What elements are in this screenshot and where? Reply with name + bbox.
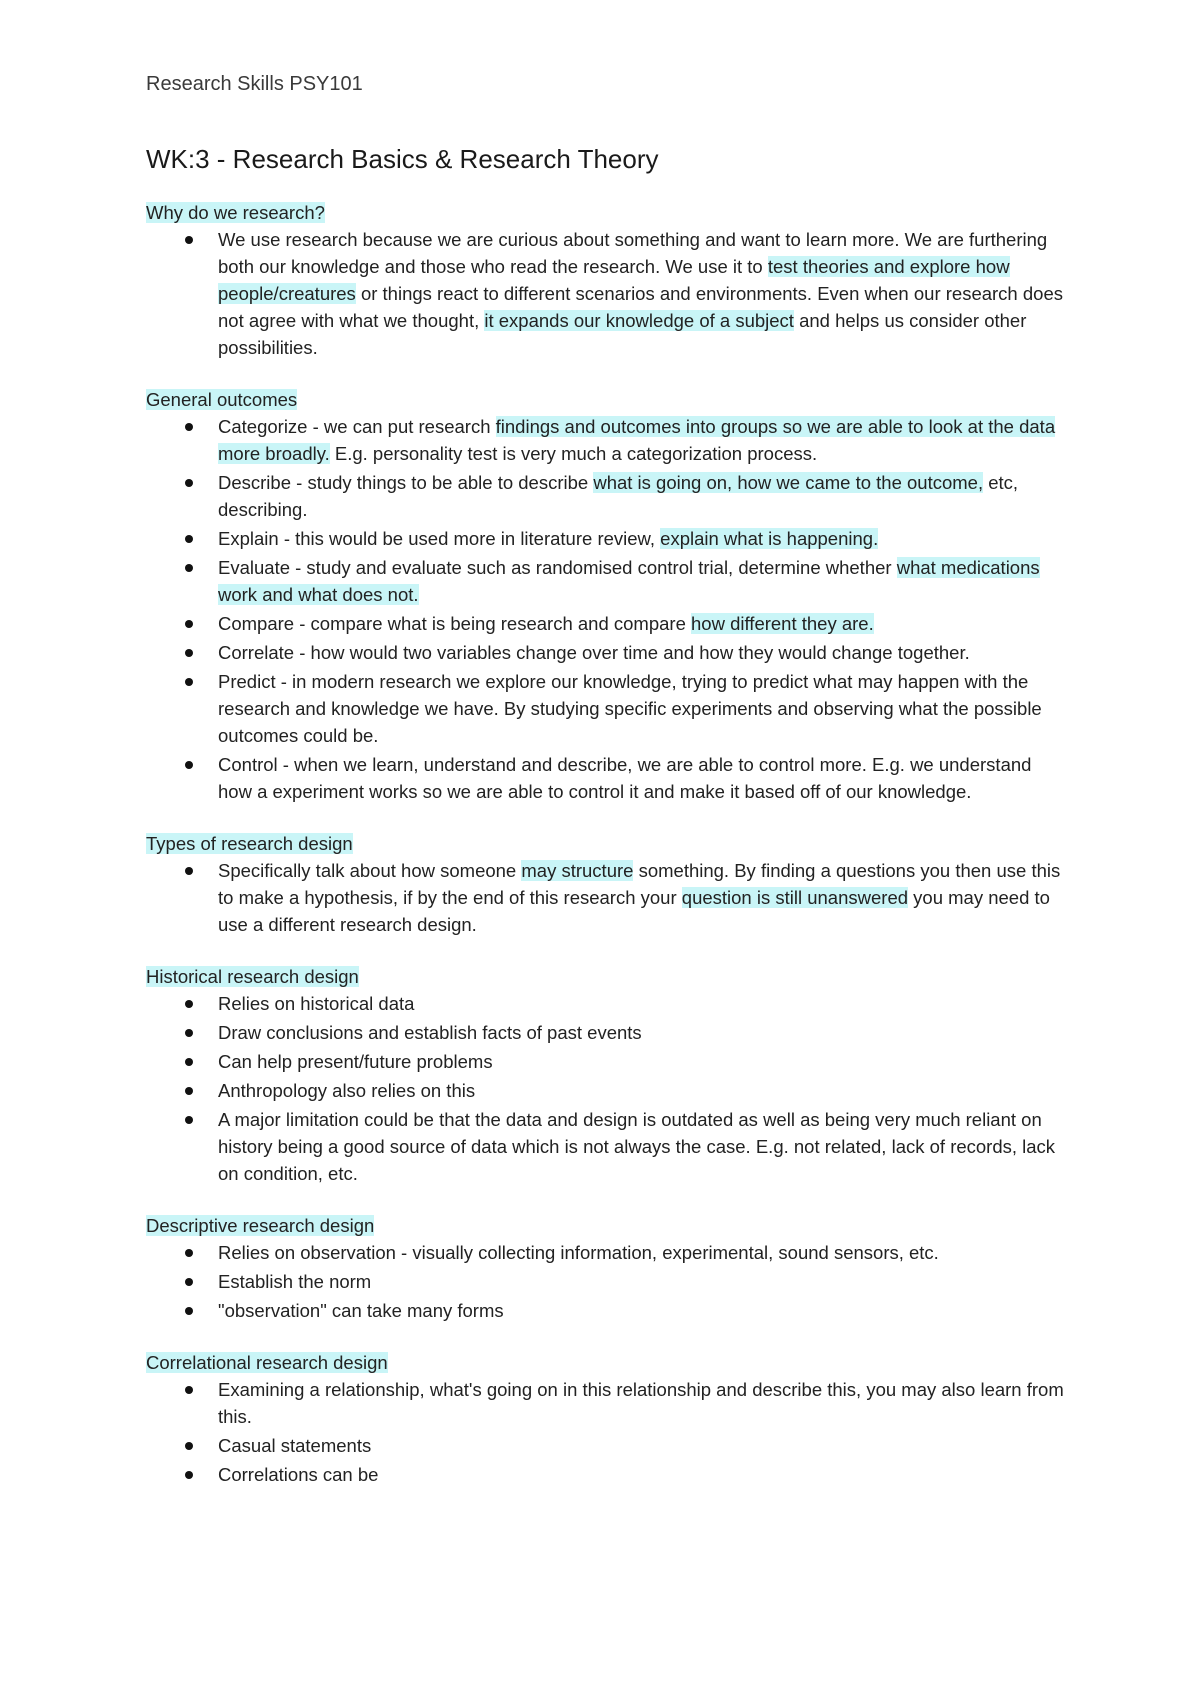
text-run: Correlate - how would two variables change over time and how they would change together. bbox=[218, 642, 970, 663]
text-run: Categorize - we can put research bbox=[218, 416, 496, 437]
bullet-item bbox=[218, 668, 1070, 749]
bullet-list bbox=[146, 226, 1070, 361]
section bbox=[146, 1213, 1070, 1324]
document-title: WK:3 - Research Basics & Research Theory bbox=[146, 144, 659, 174]
section-heading-text: Types of research design bbox=[146, 833, 353, 854]
text-run: Relies on observation - visually collecting information, experimental, sound sensors, etc. bbox=[218, 1242, 939, 1263]
section bbox=[146, 831, 1070, 938]
highlighted-text: what is going on, how we came to the outcome, bbox=[593, 472, 984, 493]
text-run: Predict - in modern research we explore our knowledge, trying to predict what may happen with the research and knowledge we have. By studying specific experiments and observing what the possible outcomes could be. bbox=[218, 671, 1042, 746]
text-run: you may need to use a different research design. bbox=[218, 887, 1050, 935]
text-run: something. By finding a questions you then use this to make a hypothesis, if by the end of this research your bbox=[218, 860, 1061, 908]
bullet-item bbox=[218, 1432, 1070, 1459]
section bbox=[146, 964, 1070, 1187]
text-run: Draw conclusions and establish facts of past events bbox=[218, 1022, 642, 1043]
section bbox=[146, 200, 1070, 361]
section-heading bbox=[146, 387, 1070, 413]
bullet-item bbox=[218, 610, 1070, 637]
section-heading-text: Why do we research? bbox=[146, 202, 325, 223]
text-run: Can help present/future problems bbox=[218, 1051, 493, 1072]
bullet-item bbox=[218, 1297, 1070, 1324]
text-run: Control - when we learn, understand and describe, we are able to control more. E.g. we understand how a experiment works so we are able to control it and make it based off of our knowledge. bbox=[218, 754, 1032, 802]
text-run: Relies on historical data bbox=[218, 993, 415, 1014]
text-run: or things react to different scenarios and environments. Even when our research does not agree with what we thought, bbox=[218, 283, 1063, 331]
text-run: We use research because we are curious about something and want to learn more. We are furthering both our knowledge and those who read the research. We use it to bbox=[218, 229, 1048, 277]
bullet-item bbox=[218, 469, 1070, 523]
bullet-list bbox=[146, 1376, 1070, 1488]
bullet-list bbox=[146, 1239, 1070, 1324]
text-run: A major limitation could be that the data and design is outdated as well as being very much reliant on history being a good source of data which is not always the case. E.g. not related, lack of records, lack on condition, etc. bbox=[218, 1109, 1056, 1184]
bullet-item bbox=[218, 1268, 1070, 1295]
highlighted-text: test theories and explore how people/creatures bbox=[218, 256, 1010, 304]
bullet-list bbox=[146, 857, 1070, 938]
bullet-item bbox=[218, 1461, 1070, 1488]
page-header: Research Skills PSY101 bbox=[146, 73, 363, 95]
section-heading-text: General outcomes bbox=[146, 389, 298, 410]
section-heading-text: Correlational research design bbox=[146, 1352, 388, 1373]
highlighted-text: findings and outcomes into groups so we are able to look at the data more broadly. bbox=[218, 416, 1056, 464]
section-heading-text: Historical research design bbox=[146, 966, 359, 987]
section-heading-text: Descriptive research design bbox=[146, 1215, 375, 1236]
bullet-item bbox=[218, 990, 1070, 1017]
text-run: Compare - compare what is being research and compare bbox=[218, 613, 692, 634]
section bbox=[146, 387, 1070, 805]
bullet-item bbox=[218, 1077, 1070, 1104]
text-run: Establish the norm bbox=[218, 1271, 372, 1292]
highlighted-text: explain what is happening. bbox=[660, 528, 879, 549]
text-run: Examining a relationship, what's going on in this relationship and describe this, you may also learn from this. bbox=[218, 1379, 1064, 1427]
document-body bbox=[146, 200, 1070, 1488]
bullet-item bbox=[218, 1019, 1070, 1046]
text-run: Evaluate - study and evaluate such as randomised control trial, determine whether bbox=[218, 557, 897, 578]
bullet-item bbox=[218, 1048, 1070, 1075]
section-heading bbox=[146, 831, 1070, 857]
bullet-item bbox=[218, 1106, 1070, 1187]
bullet-item bbox=[218, 554, 1070, 608]
highlighted-text: how different they are. bbox=[691, 613, 874, 634]
text-run: Describe - study things to be able to describe bbox=[218, 472, 594, 493]
text-run: and helps us consider other possibilities. bbox=[218, 310, 1027, 358]
bullet-list bbox=[146, 413, 1070, 805]
section-heading bbox=[146, 1350, 1070, 1376]
text-run: E.g. personality test is very much a categorization process. bbox=[329, 443, 818, 464]
bullet-item bbox=[218, 1239, 1070, 1266]
bullet-item bbox=[218, 226, 1070, 361]
highlighted-text: it expands our knowledge of a subject bbox=[484, 310, 794, 331]
text-run: Anthropology also relies on this bbox=[218, 1080, 476, 1101]
bullet-item bbox=[218, 413, 1070, 467]
text-run: Casual statements bbox=[218, 1435, 372, 1456]
section bbox=[146, 1350, 1070, 1488]
bullet-item bbox=[218, 751, 1070, 805]
bullet-item bbox=[218, 857, 1070, 938]
section-heading bbox=[146, 964, 1070, 990]
bullet-item bbox=[218, 1376, 1070, 1430]
highlighted-text: may structure bbox=[521, 860, 634, 881]
text-run: etc, describing. bbox=[218, 472, 1019, 520]
bullet-item bbox=[218, 639, 1070, 666]
text-run: "observation" can take many forms bbox=[218, 1300, 504, 1321]
text-run: Correlations can be bbox=[218, 1464, 379, 1485]
text-run: Explain - this would be used more in literature review, bbox=[218, 528, 661, 549]
bullet-item bbox=[218, 525, 1070, 552]
text-run: Specifically talk about how someone bbox=[218, 860, 522, 881]
section-heading bbox=[146, 200, 1070, 226]
section-heading bbox=[146, 1213, 1070, 1239]
highlighted-text: what medications work and what does not. bbox=[218, 557, 1040, 605]
highlighted-text: question is still unanswered bbox=[681, 887, 909, 908]
bullet-list bbox=[146, 990, 1070, 1187]
